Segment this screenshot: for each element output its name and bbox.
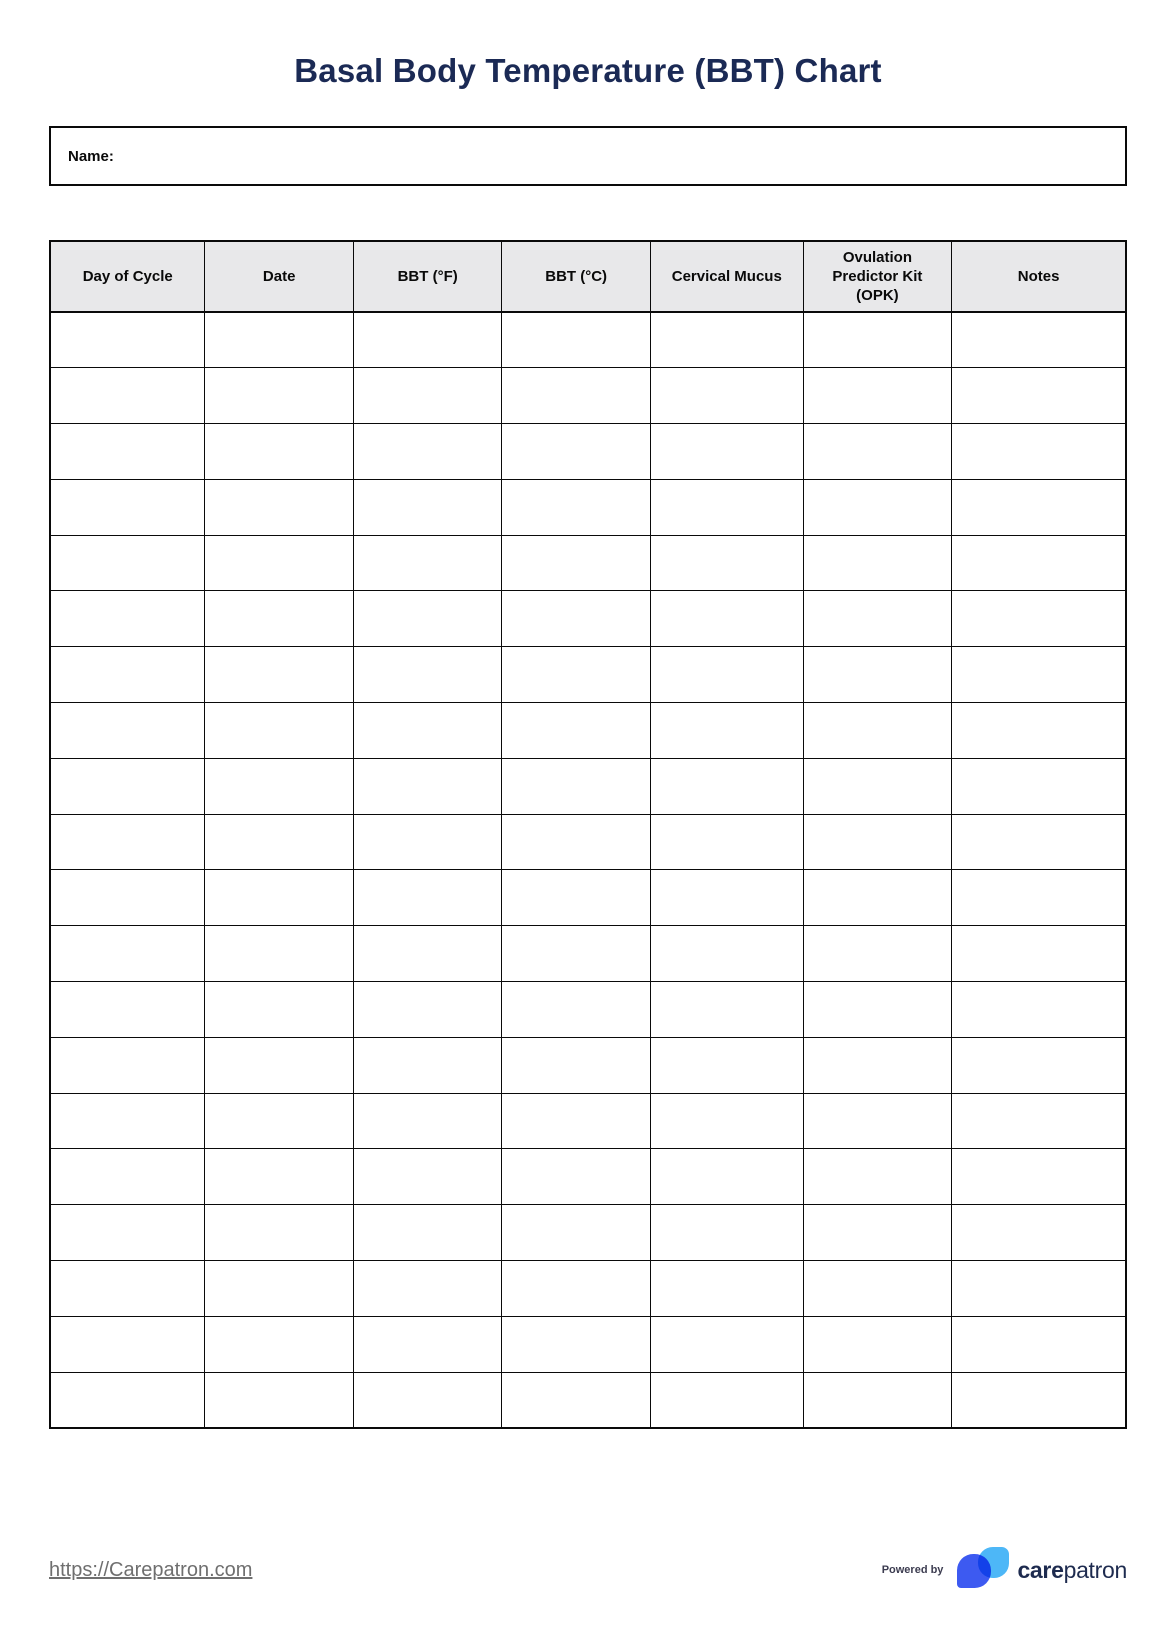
- table-row: [50, 312, 1126, 368]
- table-cell[interactable]: [650, 982, 803, 1038]
- table-cell[interactable]: [650, 1316, 803, 1372]
- column-header-date: Date: [205, 241, 353, 312]
- table-cell[interactable]: [803, 1205, 951, 1261]
- table-cell[interactable]: [50, 1149, 205, 1205]
- table-cell[interactable]: [952, 479, 1126, 535]
- table-cell[interactable]: [205, 647, 353, 703]
- table-cell[interactable]: [353, 647, 501, 703]
- table-cell[interactable]: [502, 870, 650, 926]
- table-cell[interactable]: [650, 424, 803, 480]
- table-cell[interactable]: [502, 1261, 650, 1317]
- table-cell[interactable]: [50, 1316, 205, 1372]
- table-row: [50, 926, 1126, 982]
- table-cell[interactable]: [502, 535, 650, 591]
- table-cell[interactable]: [952, 424, 1126, 480]
- table-cell[interactable]: [803, 312, 951, 368]
- table-row: [50, 1093, 1126, 1149]
- table-cell[interactable]: [50, 703, 205, 759]
- table-cell[interactable]: [50, 312, 205, 368]
- table-cell[interactable]: [803, 535, 951, 591]
- table-cell[interactable]: [803, 703, 951, 759]
- table-cell[interactable]: [650, 1093, 803, 1149]
- table-cell[interactable]: [353, 1205, 501, 1261]
- table-row: [50, 479, 1126, 535]
- table-cell[interactable]: [952, 1261, 1126, 1317]
- table-cell[interactable]: [50, 1205, 205, 1261]
- table-cell[interactable]: [50, 926, 205, 982]
- table-cell[interactable]: [205, 312, 353, 368]
- carepatron-branding: [882, 1547, 1127, 1593]
- table-cell[interactable]: [650, 368, 803, 424]
- table-cell[interactable]: [205, 982, 353, 1038]
- table-cell[interactable]: [205, 926, 353, 982]
- table-cell[interactable]: [205, 1261, 353, 1317]
- table-cell[interactable]: [205, 1037, 353, 1093]
- table-cell[interactable]: [353, 479, 501, 535]
- table-cell[interactable]: [803, 870, 951, 926]
- table-cell[interactable]: [502, 424, 650, 480]
- table-cell[interactable]: [502, 1316, 650, 1372]
- table-cell[interactable]: [353, 870, 501, 926]
- table-cell[interactable]: [205, 591, 353, 647]
- table-cell[interactable]: [650, 312, 803, 368]
- table-cell[interactable]: [952, 1205, 1126, 1261]
- column-header-day-of-cycle: Day of Cycle: [50, 241, 205, 312]
- table-cell[interactable]: [803, 424, 951, 480]
- table-row: [50, 424, 1126, 480]
- table-cell[interactable]: [952, 368, 1126, 424]
- table-cell[interactable]: [205, 814, 353, 870]
- table-cell[interactable]: [205, 870, 353, 926]
- table-cell[interactable]: [650, 870, 803, 926]
- table-cell[interactable]: [205, 703, 353, 759]
- table-cell[interactable]: [803, 591, 951, 647]
- table-cell[interactable]: [502, 1205, 650, 1261]
- table-cell[interactable]: [353, 591, 501, 647]
- table-cell[interactable]: [353, 814, 501, 870]
- table-cell[interactable]: [502, 703, 650, 759]
- table-cell[interactable]: [50, 870, 205, 926]
- table-cell[interactable]: [650, 758, 803, 814]
- table-row: [50, 1205, 1126, 1261]
- table-cell[interactable]: [952, 982, 1126, 1038]
- table-cell[interactable]: [650, 814, 803, 870]
- table-row: [50, 758, 1126, 814]
- table-cell[interactable]: [803, 1093, 951, 1149]
- table-cell[interactable]: [353, 535, 501, 591]
- table-cell[interactable]: [952, 1316, 1126, 1372]
- table-cell[interactable]: [205, 1316, 353, 1372]
- table-cell[interactable]: [502, 591, 650, 647]
- table-cell[interactable]: [502, 1093, 650, 1149]
- table-cell[interactable]: [205, 1149, 353, 1205]
- table-row: [50, 1316, 1126, 1372]
- bbt-table: [49, 240, 1127, 1429]
- name-field-box: [49, 126, 1127, 186]
- table-cell[interactable]: [952, 1093, 1126, 1149]
- page-footer: [49, 1544, 1127, 1596]
- table-cell[interactable]: [650, 1037, 803, 1093]
- table-row: [50, 647, 1126, 703]
- table-row: [50, 1037, 1126, 1093]
- table-cell[interactable]: [803, 479, 951, 535]
- carepatron-wordmark: [1017, 1557, 1127, 1584]
- table-row: [50, 591, 1126, 647]
- table-cell[interactable]: [803, 1149, 951, 1205]
- table-cell[interactable]: [205, 368, 353, 424]
- table-cell[interactable]: [353, 1149, 501, 1205]
- table-cell[interactable]: [50, 1037, 205, 1093]
- table-cell[interactable]: [650, 535, 803, 591]
- table-cell[interactable]: [803, 1316, 951, 1372]
- logo-bubble-light: [978, 1547, 1009, 1578]
- table-cell[interactable]: [650, 1149, 803, 1205]
- table-cell[interactable]: [50, 982, 205, 1038]
- table-cell[interactable]: [502, 1149, 650, 1205]
- table-cell[interactable]: [205, 758, 353, 814]
- table-cell[interactable]: [803, 1261, 951, 1317]
- table-cell[interactable]: [50, 1093, 205, 1149]
- table-cell[interactable]: [353, 982, 501, 1038]
- table-cell[interactable]: [353, 1372, 501, 1428]
- table-cell[interactable]: [205, 1093, 353, 1149]
- table-row: [50, 870, 1126, 926]
- table-cell[interactable]: [803, 926, 951, 982]
- table-cell[interactable]: [650, 1205, 803, 1261]
- table-row: [50, 1261, 1126, 1317]
- table-cell[interactable]: [353, 1037, 501, 1093]
- page-title: Basal Body Temperature (BBT) Chart: [294, 52, 882, 89]
- table-cell[interactable]: [502, 982, 650, 1038]
- table-row: [50, 982, 1126, 1038]
- table-cell[interactable]: [205, 535, 353, 591]
- table-cell[interactable]: [502, 1037, 650, 1093]
- table-cell[interactable]: [650, 926, 803, 982]
- table-cell[interactable]: [952, 312, 1126, 368]
- table-cell[interactable]: [50, 591, 205, 647]
- table-row: [50, 535, 1126, 591]
- carepatron-logo-icon: [957, 1547, 1011, 1593]
- column-header-cervical-mucus: Cervical Mucus: [650, 241, 803, 312]
- table-row: [50, 703, 1126, 759]
- table-cell[interactable]: [502, 647, 650, 703]
- table-cell[interactable]: [952, 1372, 1126, 1428]
- table-cell[interactable]: [50, 1261, 205, 1317]
- table-cell[interactable]: [952, 647, 1126, 703]
- table-cell[interactable]: [952, 758, 1126, 814]
- table-cell[interactable]: [50, 1372, 205, 1428]
- table-cell[interactable]: [50, 479, 205, 535]
- carepatron-link[interactable]: https://Carepatron.com: [49, 1558, 253, 1581]
- table-cell[interactable]: [502, 479, 650, 535]
- table-cell[interactable]: [205, 1205, 353, 1261]
- table-cell[interactable]: [650, 1372, 803, 1428]
- table-cell[interactable]: [650, 703, 803, 759]
- wordmark-patron: patron: [1063, 1556, 1127, 1583]
- table-cell[interactable]: [803, 647, 951, 703]
- table-cell[interactable]: [205, 424, 353, 480]
- table-cell[interactable]: [50, 424, 205, 480]
- table-cell[interactable]: [952, 926, 1126, 982]
- table-row: [50, 1149, 1126, 1205]
- table-cell[interactable]: [803, 1372, 951, 1428]
- table-cell[interactable]: [952, 814, 1126, 870]
- table-cell[interactable]: [952, 703, 1126, 759]
- table-cell[interactable]: [803, 982, 951, 1038]
- table-cell[interactable]: [353, 424, 501, 480]
- table-cell[interactable]: [502, 814, 650, 870]
- table-row: [50, 1372, 1126, 1428]
- column-header-bbt-f: BBT (°F): [353, 241, 501, 312]
- table-cell[interactable]: [353, 312, 501, 368]
- table-cell[interactable]: [205, 1372, 353, 1428]
- table-cell[interactable]: [650, 647, 803, 703]
- column-header-bbt-c: BBT (°C): [502, 241, 650, 312]
- column-header-ovulation-predictor-kit-opk: Ovulation Predictor Kit (OPK): [803, 241, 951, 312]
- table-cell[interactable]: [353, 1261, 501, 1317]
- table-cell[interactable]: [205, 479, 353, 535]
- table-cell[interactable]: [502, 368, 650, 424]
- table-cell[interactable]: [353, 1093, 501, 1149]
- table-cell[interactable]: [650, 591, 803, 647]
- table-cell[interactable]: [803, 368, 951, 424]
- table-cell[interactable]: [353, 758, 501, 814]
- table-cell[interactable]: [803, 758, 951, 814]
- wordmark-care: care: [1017, 1556, 1064, 1583]
- table-cell[interactable]: [502, 758, 650, 814]
- table-cell[interactable]: [502, 1372, 650, 1428]
- table-cell[interactable]: [353, 1316, 501, 1372]
- table-cell[interactable]: [50, 758, 205, 814]
- name-field-value[interactable]: [122, 128, 1125, 184]
- table-cell[interactable]: [50, 535, 205, 591]
- table-cell[interactable]: [50, 368, 205, 424]
- table-cell[interactable]: [502, 926, 650, 982]
- table-cell[interactable]: [803, 1037, 951, 1093]
- table-row: [50, 814, 1126, 870]
- table-cell[interactable]: [803, 814, 951, 870]
- table-cell[interactable]: [952, 535, 1126, 591]
- table-cell[interactable]: [50, 647, 205, 703]
- table-cell[interactable]: [353, 926, 501, 982]
- table-cell[interactable]: [502, 312, 650, 368]
- table-cell[interactable]: [952, 1149, 1126, 1205]
- name-field-label: Name:: [68, 147, 114, 165]
- table-cell[interactable]: [952, 1037, 1126, 1093]
- table-cell[interactable]: [952, 870, 1126, 926]
- powered-by-label: Powered by: [881, 1564, 944, 1576]
- table-header-row: [50, 241, 1126, 312]
- table-cell[interactable]: [50, 814, 205, 870]
- table-row: [50, 368, 1126, 424]
- column-header-notes: Notes: [952, 241, 1126, 312]
- table-cell[interactable]: [952, 591, 1126, 647]
- table-cell[interactable]: [353, 703, 501, 759]
- table-cell[interactable]: [353, 368, 501, 424]
- table-cell[interactable]: [650, 479, 803, 535]
- table-cell[interactable]: [650, 1261, 803, 1317]
